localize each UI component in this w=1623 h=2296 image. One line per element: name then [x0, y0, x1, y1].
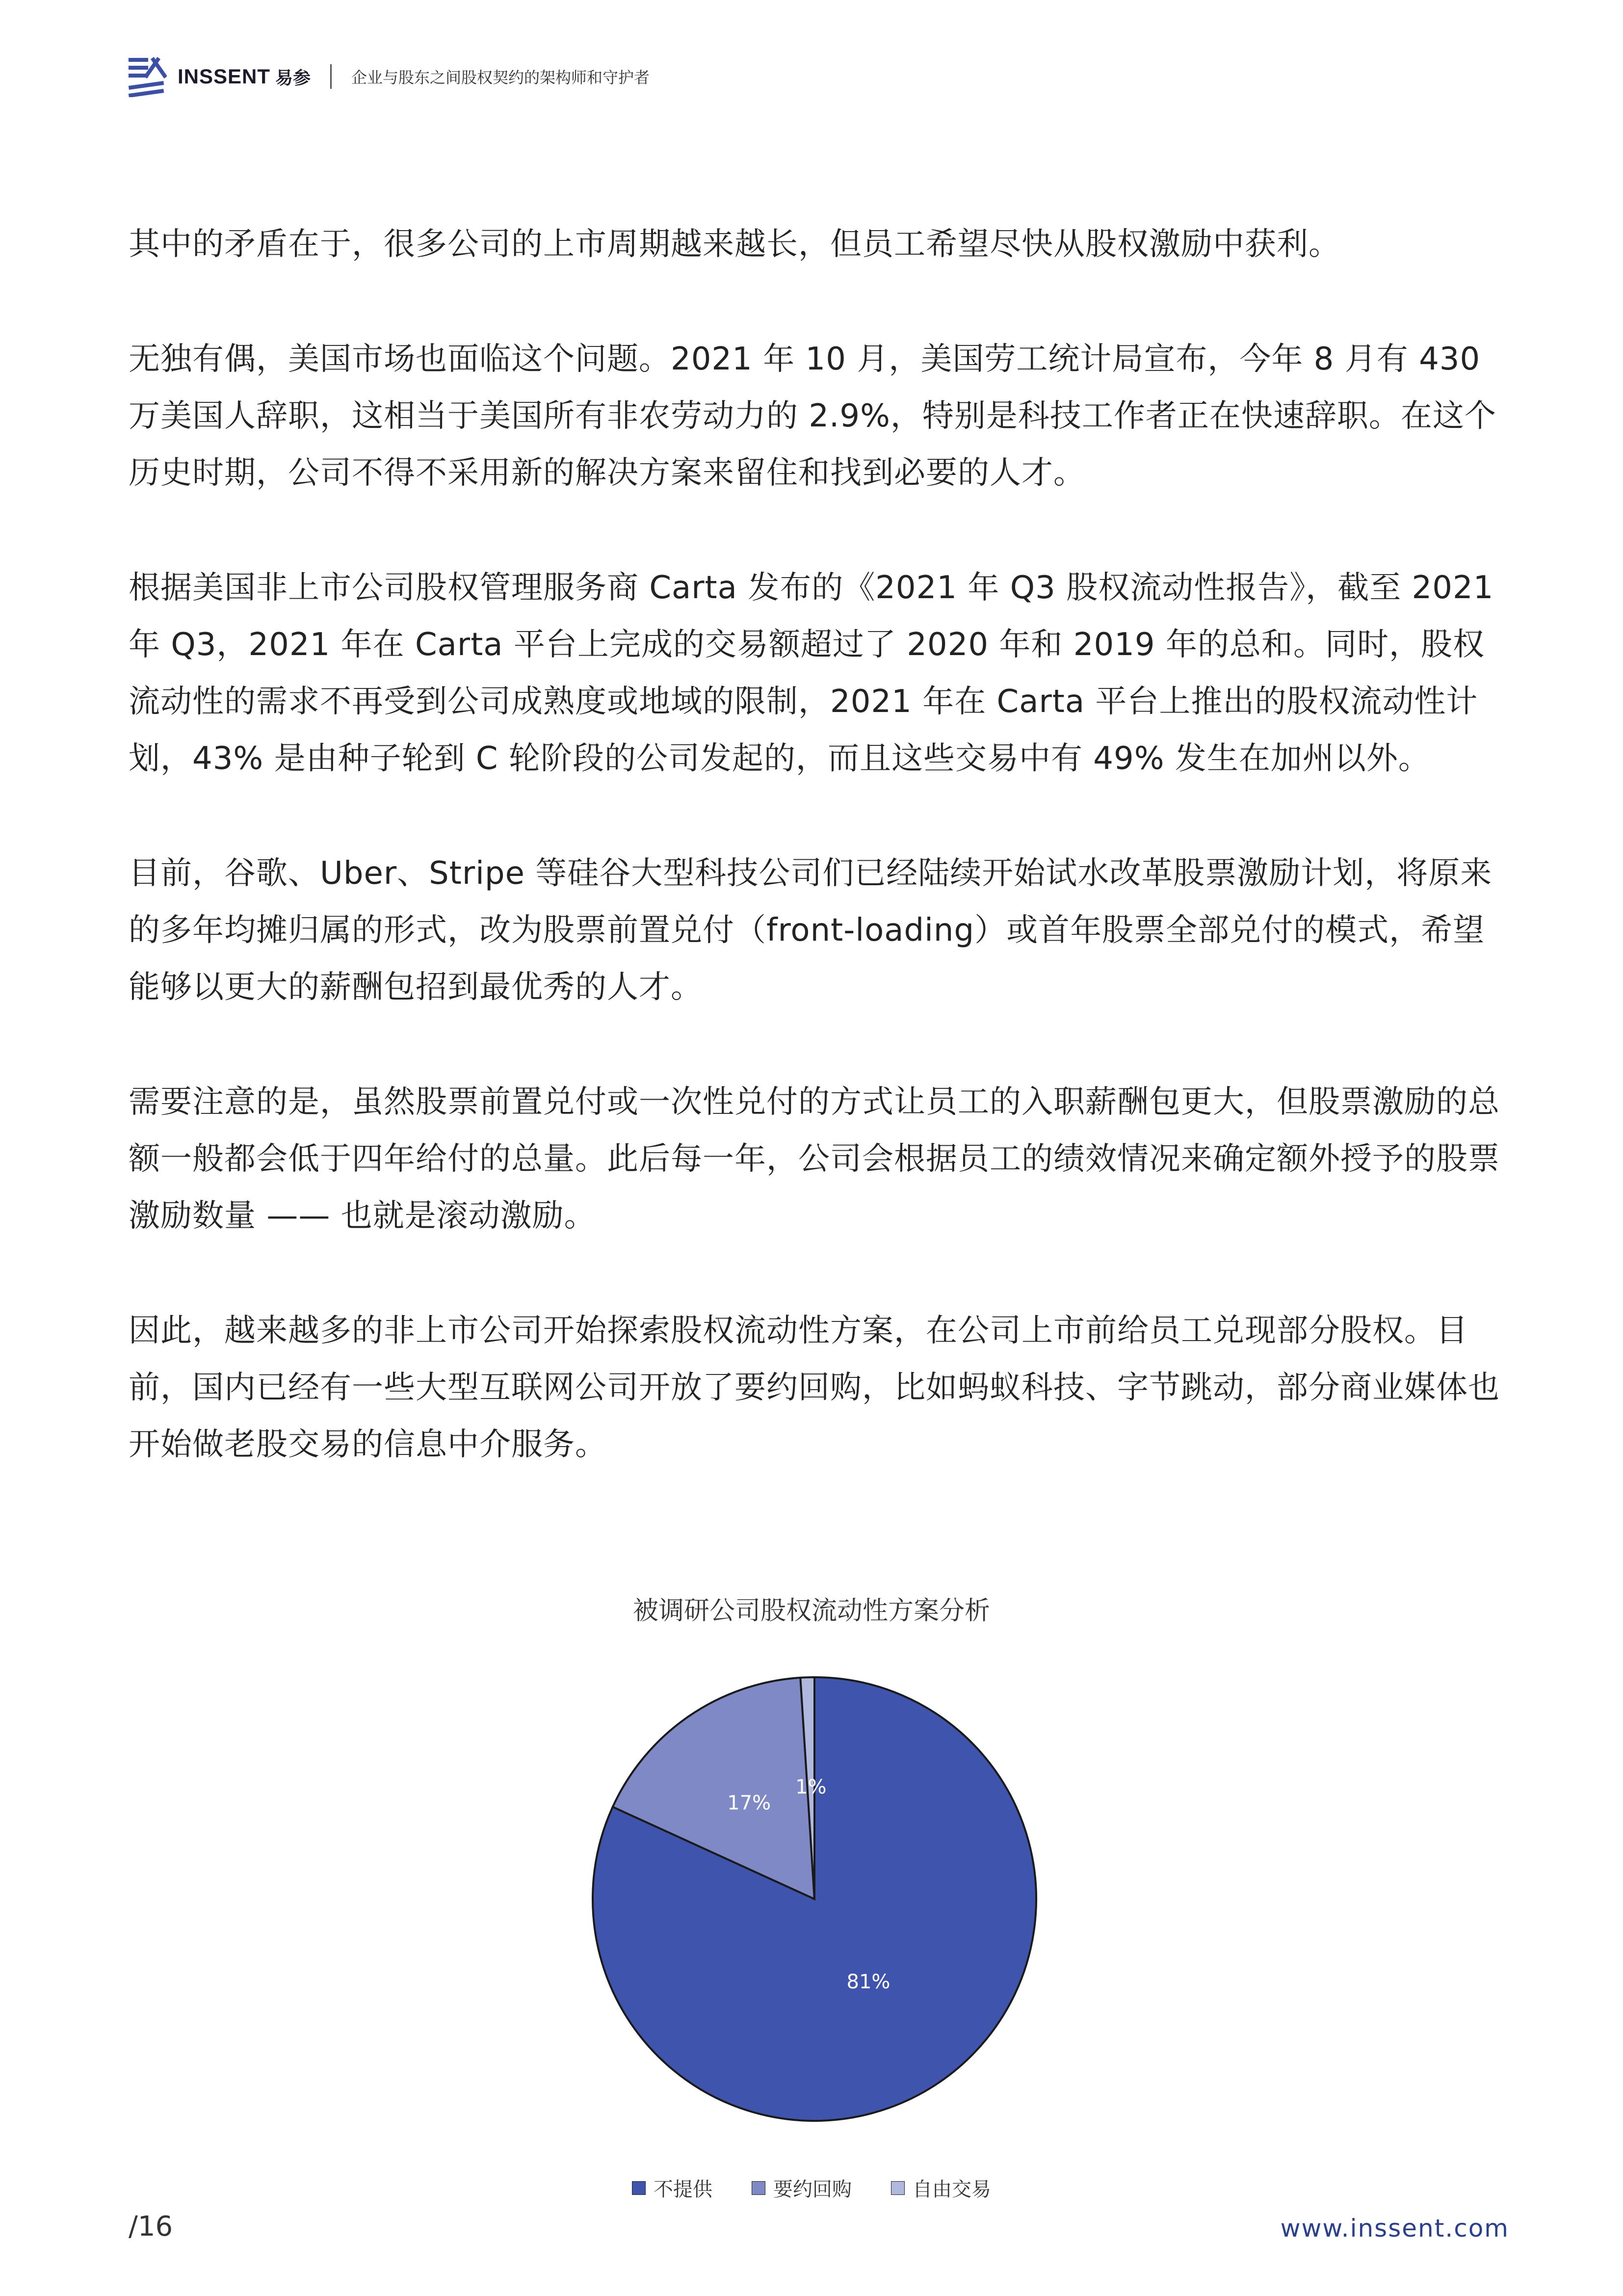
paragraph: 无独有偶，美国市场也面临这个问题。2021 年 10 月，美国劳工统计局宣布，今年 8 月有 430 万美国人辞职，这相当于美国所有非农劳动力的 2.9%，特别是科技工作者正在快速辞职。在这个历史时期，公司不得不采用新的解决方案来留住和找到必要的人才。	[129, 341, 1496, 491]
pie-chart	[589, 1673, 1040, 2125]
brand-name-cn: 易参	[275, 68, 311, 88]
brand-name: INSSENT	[178, 65, 271, 88]
page-header	[129, 52, 650, 101]
article-body	[129, 216, 1502, 1531]
paragraph: 因此，越来越多的非上市公司开始探索股权流动性方案，在公司上市前给员工兑现部分股权。目前，国内已经有一些大型互联网公司开放了要约回购，比如蚂蚁科技、字节跳动，部分商业媒体也开始做老股交易的信息中介服务。	[129, 1313, 1500, 1463]
chart-title: 被调研公司股权流动性方案分析	[632, 1596, 990, 1626]
paragraph: 需要注意的是，虽然股票前置兑付或一次性兑付的方式让员工的入职薪酬包更大，但股票激励的总额一般都会低于四年给付的总量。此后每一年，公司会根据员工的绩效情况来确定额外授予的股票激励数量 —— 也就是滚动激励。	[129, 1084, 1500, 1234]
paragraph: 根据美国非上市公司股权管理服务商 Carta 发布的《2021 年 Q3 股权流动性报告》，截至 2021 年 Q3，2021 年在 Carta 平台上完成的交易额超过了 2020 年和 2019 年的总和。同时，股权流动性的需求不再受到公司成熟度或地域的限制，2021 年在 Carta 平台上推出的股权流动性计划，43% 是由种子轮到 C 轮阶段的公司发起的，而且这些交易中有 49% 发生在加州以外。	[129, 570, 1494, 777]
legend-swatch	[632, 2181, 646, 2195]
legend-label: 要约回购	[773, 2178, 852, 2201]
header-tagline: 企业与股东之间股权契约的架构师和守护者	[351, 68, 650, 87]
pie-data-label: 17%	[727, 1792, 771, 1815]
pie-data-label: 1%	[795, 1776, 827, 1799]
legend-label: 不提供	[654, 2178, 712, 2201]
legend-swatch	[891, 2181, 905, 2195]
header-divider	[330, 64, 332, 89]
page-number: /16	[129, 2211, 173, 2243]
legend-item	[752, 2174, 852, 2202]
legend-swatch	[752, 2181, 765, 2195]
legend-label: 自由交易	[913, 2178, 991, 2201]
insent-logo-icon	[129, 56, 167, 97]
legend-item	[632, 2174, 712, 2202]
pie-data-label: 81%	[846, 1971, 890, 1994]
website-link[interactable]: www.inssent.com	[1280, 2214, 1509, 2243]
paragraph: 目前，谷歌、Uber、Stripe 等硅谷大型科技公司们已经陆续开始试水改革股票激励计划，将原来的多年均摊归属的形式，改为股票前置兑付（front-loading）或首年股票全部兑付的模式，希望能够以更大的薪酬包招到最优秀的人才。	[129, 855, 1492, 1005]
chart-legend	[0, 2174, 1623, 2202]
legend-item	[891, 2174, 991, 2202]
paragraph: 其中的矛盾在于，很多公司的上市周期越来越长，但员工希望尽快从股权激励中获利。	[129, 226, 1340, 263]
